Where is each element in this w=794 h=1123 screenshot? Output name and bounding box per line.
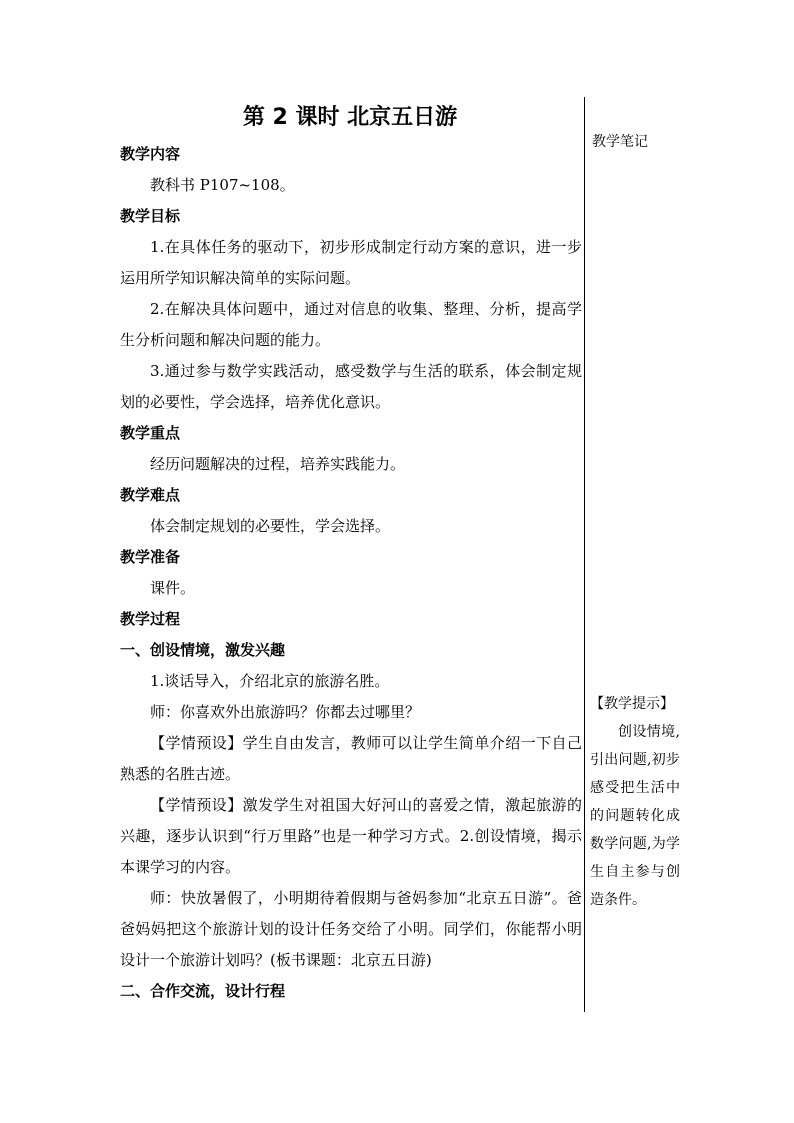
paragraph: 课件。: [150, 579, 196, 597]
section-heading-step-one: 一、创设情境，激发兴趣: [120, 641, 286, 659]
paragraph: 经历问题解决的过程，培养实践能力。: [150, 455, 406, 473]
teaching-notes-label: 教学笔记: [592, 134, 648, 150]
paragraph: 师：你喜欢外出旅游吗？你都去过哪里？: [150, 703, 421, 721]
paragraph: 1.在具体任务的驱动下，初步形成制定行动方案的意识，进一步运用所学知识解决简单的实际问题。: [120, 238, 582, 287]
paragraph: 1.谈话导入，介绍北京的旅游名胜。: [150, 672, 390, 690]
teaching-tip: [590, 690, 680, 914]
paragraph: 3.通过参与数学实践活动，感受数学与生活的联系，体会制定规划的必要性，学会选择，培养优化意识。: [120, 362, 582, 411]
section-heading-goals: 教学目标: [120, 207, 181, 225]
paragraph: 2.在解决具体问题中，通过对信息的收集、整理、分析，提高学生分析问题和解决问题的能力。: [120, 300, 582, 349]
column-divider: [584, 97, 585, 1012]
section-heading-content: 教学内容: [120, 145, 181, 163]
paragraph: 体会制定规划的必要性，学会选择。: [150, 517, 391, 535]
section-heading-key-points: 教学重点: [120, 424, 181, 442]
section-heading-preparation: 教学准备: [120, 548, 181, 566]
section-heading-step-two: 二、合作交流，设计行程: [120, 982, 286, 1000]
teaching-tip-text: 创设情境,引出问题,初步感受把生活中的问题转化成数学问题,为学生自主参与创造条件。: [590, 724, 680, 908]
paragraph: 【学情预设】学生自由发言，教师可以让学生简单介绍一下自己熟悉的名胜古迹。: [120, 734, 582, 783]
section-heading-difficulties: 教学难点: [120, 486, 181, 504]
paragraph: 【学情预设】激发学生对祖国大好河山的喜爱之情，激起旅游的兴趣，逐步认识到“行万里路”也是一种学习方式。2.创设情境，揭示本课学习的内容。: [120, 796, 582, 876]
teaching-tip-title: 【教学提示】: [590, 696, 674, 712]
paragraph: 教科书 P107~108。: [150, 176, 295, 194]
page-title: 第 2 课时 北京五日游: [242, 105, 458, 130]
section-heading-process: 教学过程: [120, 610, 181, 628]
paragraph: 师：快放暑假了，小明期待着假期与爸妈参加“北京五日游”。爸爸妈妈把这个旅游计划的设计任务交给了小明。同学们，你能帮小明设计一个旅游计划吗？(板书课题：北京五日游): [120, 889, 582, 969]
lesson-body: [120, 139, 582, 1007]
